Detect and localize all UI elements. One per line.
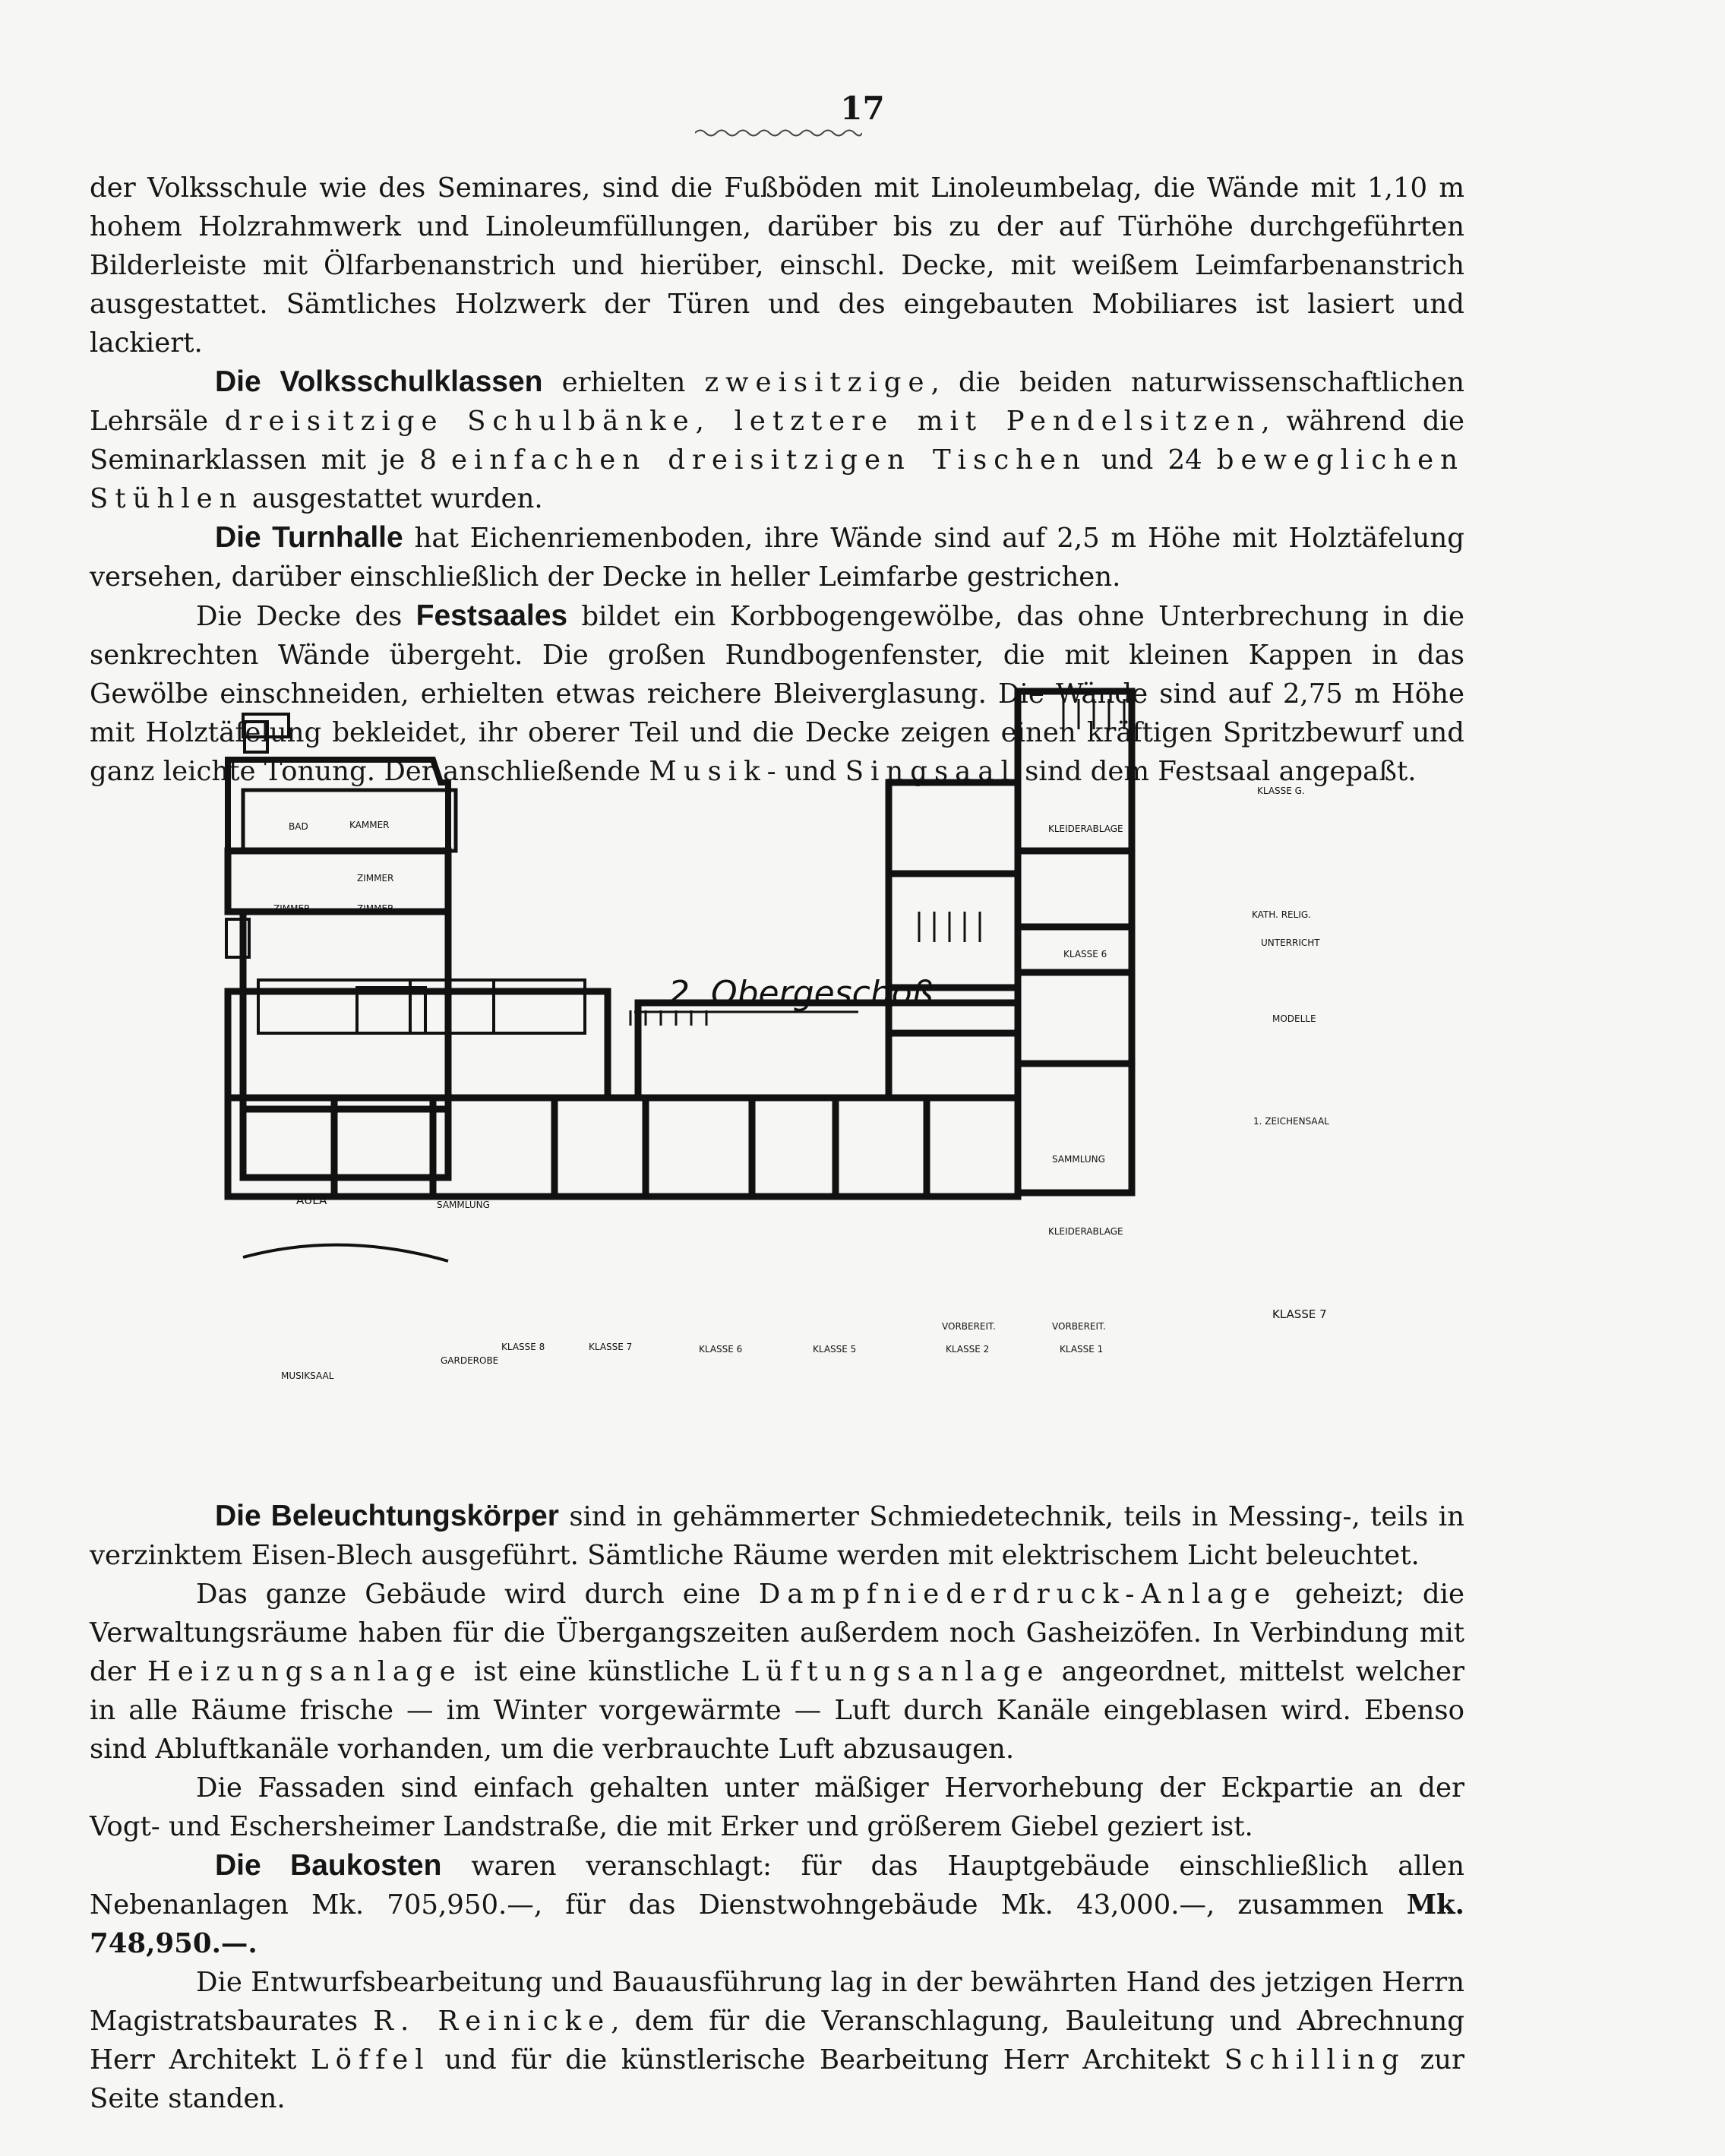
paragraph-entwurf: Die Entwurfsbearbeitung und Bauausführung lag in der bewährten Hand des jetzigen Herrn Magistratsbaurates R. Reinicke, dem für die Veranschlagung, Bauleitung und Abrechnung Herr Architekt Löffel und für die künstlerische Bearbeitung Herr Architekt Schilling zur Seite standen. xyxy=(90,1967,1465,2114)
label-klasse-v2: KLASSE 2 xyxy=(946,1344,990,1355)
lower-text xyxy=(90,1497,1464,2118)
label-klasse-5: KLASSE 5 xyxy=(813,1344,857,1355)
total-cost: Mk. 748,950.—. xyxy=(90,1889,1464,1959)
label-klasse-g: KLASSE G. xyxy=(1257,786,1305,796)
label-kammer: KAMMER xyxy=(349,820,390,830)
label-klasse-v1: KLASSE 1 xyxy=(1060,1344,1104,1355)
page-number: 17 xyxy=(840,90,885,127)
label-aula: AULA xyxy=(296,1193,327,1207)
label-sammlung-1: SAMMLUNG xyxy=(437,1200,490,1210)
paragraph-heizung: Das ganze Gebäude wird durch eine Dampfniederdruck-Anlage geheizt; die Verwaltungsräume haben für die Übergangszeiten außerdem noch Gasheizöfen. In Verbindung mit der Heizungsanlage ist eine künstliche Lüftungsanlage angeordnet, mittelst welcher in alle Räume frische — im Winter vorgewärmte — Luft durch Kanäle eingeblasen wird. Ebenso sind Abluftkanäle vorhanden, um die verbrauchte Luft abzusaugen. xyxy=(90,1579,1464,1765)
label-unterricht: UNTERRICHT xyxy=(1261,937,1320,948)
label-modelle: MODELLE xyxy=(1272,1013,1316,1024)
label-zimmer-3: ZIMMER xyxy=(357,903,394,914)
label-klasse-8: KLASSE 8 xyxy=(501,1342,545,1352)
label-vorbereit-2: VORBEREIT. xyxy=(1052,1321,1106,1332)
paragraph-volksschulklassen: Die Volksschulklassen erhielten zweisitzige, die beiden naturwissenschaftlichen Lehrsäle dreisitzige Schulbänke, letztere mit Pendelsitzen, während die Seminarklassen mit je 8 einfachen dreisitzigen Tischen und 24 beweglichen Stühlen ausgestattet wurden. xyxy=(90,365,1465,514)
label-sammlung-2: SAMMLUNG xyxy=(1052,1154,1105,1165)
page-number-ornament xyxy=(695,128,862,138)
paragraph-festsaal: Die Decke des Festsaales bildet ein Korbbogengewölbe, das ohne Unterbrechung in die senkrechten Wände übergeht. Die großen Rundbogenfenster, die mit kleinen Kappen in das Gewölbe einschneiden, erhielten etwas reichere Bleiverglasung. Die Wände sind auf 2,75 m Höhe mit Holztäfelung bekleidet, ihr oberer Teil und die Decke zeigen einen kräftigen Spritzbewurf und ganz leichte Tönung. Der anschließende Musik- und Singsaal sind dem Festsaal angepaßt. xyxy=(90,599,1464,787)
label-bad: BAD xyxy=(289,821,308,832)
plan-walls xyxy=(226,691,1132,1197)
heading-baukosten: Die Baukosten xyxy=(215,1849,442,1882)
heading-turnhalle: Die Turnhalle xyxy=(215,521,403,554)
paragraph-floors: der Volksschule wie des Seminares, sind die Fußböden mit Linoleumbelag, die Wände mit 1,10 m hohem Holzrahmwerk und Linoleumfüllungen, darüber bis zu der auf Türhöhe durchgeführten Bilderleiste mit Ölfarbenanstrich und hierüber, einschl. Decke, mit weißem Leimfarbenanstrich ausgestattet. Sämtliches Holzwerk der Türen und des eingebauten Mobiliares ist lasiert und lackiert. xyxy=(90,172,1464,359)
plan-title: 2. Obergeschoß xyxy=(668,974,934,1013)
label-musiksaal: MUSIKSAAL xyxy=(281,1370,334,1381)
label-klasse-7: KLASSE 7 xyxy=(589,1342,633,1352)
heading-beleuchtung: Die Beleuchtungskörper xyxy=(215,1500,559,1532)
plan-stage-curve xyxy=(243,1245,448,1261)
paragraph-turnhalle: Die Turnhalle hat Eichenriemenboden, ihre Wände sind auf 2,5 m Höhe mit Holztäfelung versehen, darüber einschließlich der Decke in heller Leimfarbe gestrichen. xyxy=(90,521,1464,593)
label-garderobe: GARDEROBE xyxy=(441,1355,499,1366)
floor-plan xyxy=(205,684,1375,1443)
heading-festsaal: Festsaales xyxy=(415,599,568,632)
label-kleiderablage-2: KLEIDERABLAGE xyxy=(1048,1226,1123,1237)
label-zeichensaal: 1. ZEICHENSAAL xyxy=(1253,1116,1329,1127)
label-kath-relig: KATH. RELIG. xyxy=(1252,909,1311,920)
label-kleiderablage-1: KLEIDERABLAGE xyxy=(1048,824,1123,834)
label-klasse-6-wing: KLASSE 6 xyxy=(1063,949,1107,959)
paragraph-beleuchtung: Die Beleuchtungskörper sind in gehämmerter Schmiedetechnik, teils in Messing-, teils in verzinktem Eisen-Blech ausgeführt. Sämtliche Räume werden mit elektrischem Licht beleuchtet. xyxy=(90,1500,1464,1571)
paragraph-baukosten: Die Baukosten waren veranschlagt: für das Hauptgebäude einschließlich allen Nebenanlagen Mk. 705,950.—, für das Dienstwohngebäude Mk. 43,000.—, zusammen Mk. 748,950.—. xyxy=(90,1849,1464,1959)
label-zimmer-2: ZIMMER xyxy=(273,903,311,914)
label-klasse-6: KLASSE 6 xyxy=(699,1344,743,1355)
heading-volksschulklassen: Die Volksschulklassen xyxy=(215,365,543,398)
paragraph-fassaden: Die Fassaden sind einfach gehalten unter mäßiger Hervorhebung der Eckpartie an der Vogt- und Eschersheimer Landstraße, die mit Erker und größerem Giebel geziert ist. xyxy=(90,1772,1464,1842)
label-klasse-7-wing: KLASSE 7 xyxy=(1272,1307,1327,1321)
label-vorbereit-1: VORBEREIT. xyxy=(942,1321,996,1332)
label-zimmer-1: ZIMMER xyxy=(357,873,394,884)
